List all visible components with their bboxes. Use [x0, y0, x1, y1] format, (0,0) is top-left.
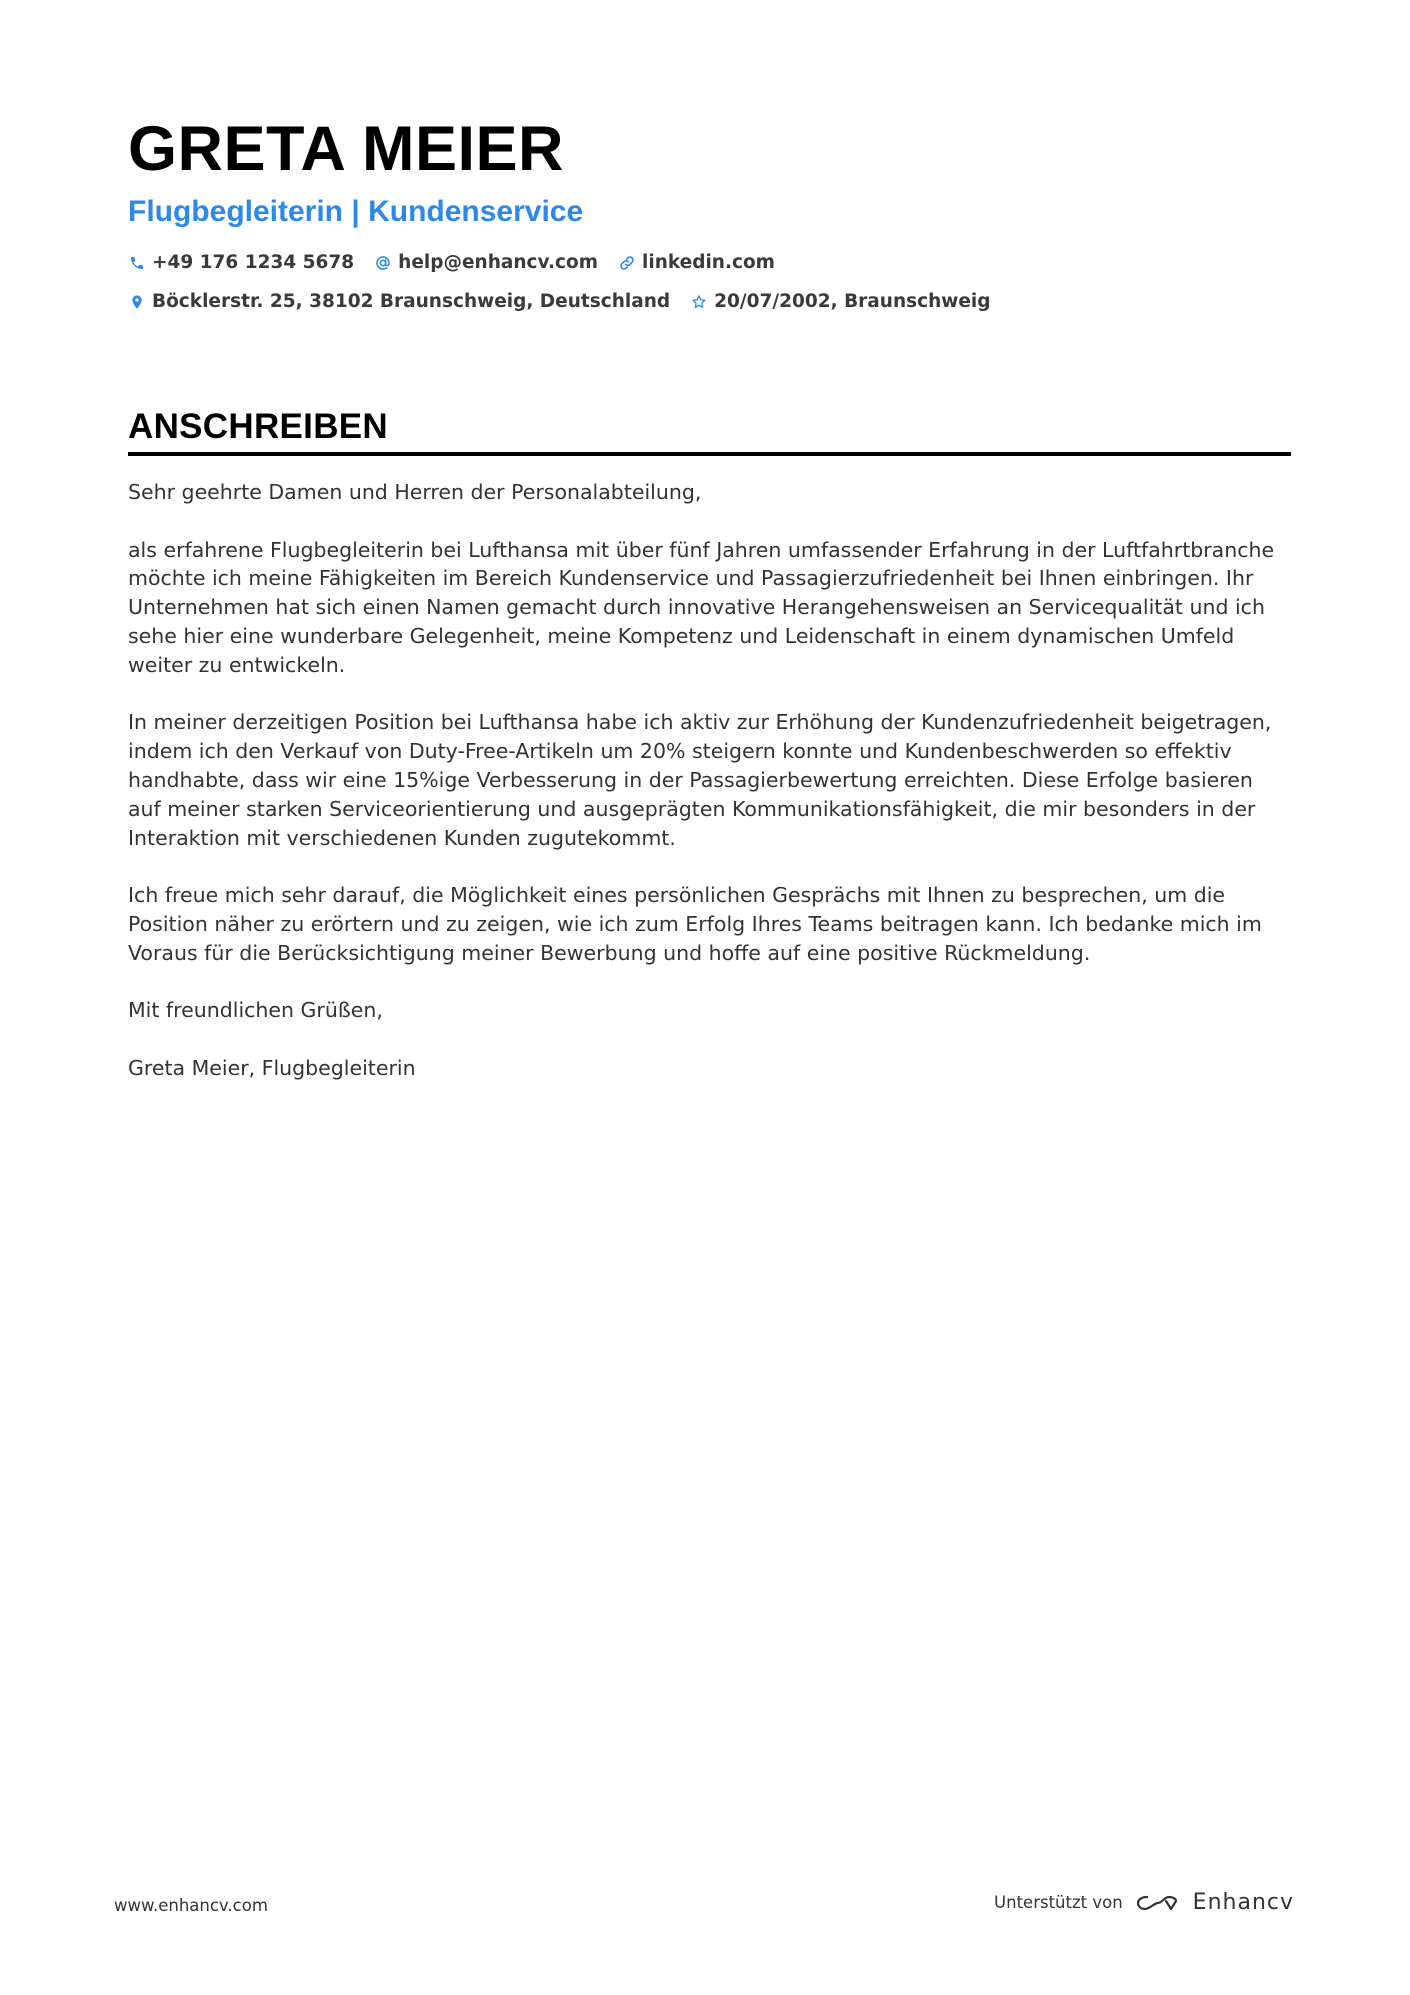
footer-brand[interactable] [994, 1890, 1294, 1915]
letter-body [128, 478, 1291, 1083]
letter-paragraph: als erfahrene Flugbegleiterin bei Lufthansa mit über fünf Jahren umfassender Erfahrung in der Luftfahrtbranche möchte ich meine Fähigkeiten im Bereich Kundenservice und Passagierzufriedenheit bei Ihnen einbringen. Ihr Unternehmen hat sich einen Namen gemacht durch innovative Herangehensweisen an Servicequalität und ich sehe hier eine wunderbare Gelegenheit, meine Kompetenz und Leidenschaft in einem dynamischen Umfeld weiter zu entwickeln. [128, 537, 1275, 677]
phone-icon [128, 254, 146, 272]
at-icon [374, 254, 392, 272]
contact-address [128, 287, 670, 316]
enhancv-logo-icon [1135, 1891, 1181, 1915]
section-divider [128, 452, 1291, 456]
contact-phone-text: +49 176 1234 5678 [152, 252, 355, 273]
contact-linkedin[interactable] [618, 248, 775, 277]
candidate-subtitle: Flugbegleiterin | Kundenservice [128, 195, 584, 228]
letter-paragraph: Ich freue mich sehr darauf, die Möglichkeit eines persönlichen Gesprächs mit Ihnen zu besprechen, um die Position näher zu erörtern und zu zeigen, wie ich zum Erfolg Ihres Teams beitragen kann. Ich bedanke mich im Voraus für die Berücksichtigung meiner Bewerbung und hoffe auf eine positive Rückmeldung. [128, 883, 1262, 965]
link-icon [618, 254, 636, 272]
enhancv-logo-text: Enhancv [1192, 1890, 1294, 1915]
contact-info [128, 248, 1291, 316]
contact-phone[interactable] [128, 248, 354, 277]
contact-email[interactable] [374, 248, 598, 277]
contact-email-text: help@enhancv.com [398, 252, 599, 273]
location-pin-icon [128, 293, 146, 311]
contact-birth [690, 287, 990, 316]
cover-letter-page [128, 110, 1291, 1112]
star-icon [690, 293, 708, 311]
letter-closing: Mit freundlichen Grüßen, [128, 998, 383, 1023]
contact-linkedin-text: linkedin.com [642, 252, 775, 273]
contact-birth-text: 20/07/2002, Braunschweig [714, 291, 991, 312]
letter-paragraph: In meiner derzeitigen Position bei Lufthansa habe ich aktiv zur Erhöhung der Kundenzufriedenheit beigetragen, indem ich den Verkauf von Duty-Free-Artikeln um 20% steigern konnte und Kundenbeschwerden so effektiv handhabte, dass wir eine 15%ige Verbesserung in der Passagierbewertung erreichten. Diese Erfolge basieren auf meiner starken Serviceorientierung und ausgeprägten Kommunikationsfähigkeit, die mir besonders in der Interaktion mit verschiedenen Kunden zugutekommt. [128, 710, 1272, 850]
footer-url[interactable]: www.enhancv.com [114, 1896, 268, 1915]
candidate-name: GRETA MEIER [128, 114, 565, 184]
contact-address-text: Böcklerstr. 25, 38102 Braunschweig, Deutschland [152, 291, 671, 312]
letter-salutation: Sehr geehrte Damen und Herren der Personalabteilung, [128, 480, 702, 504]
section-title: ANSCHREIBEN [128, 407, 388, 446]
powered-by-label: Unterstützt von [994, 1893, 1123, 1912]
letter-signature: Greta Meier, Flugbegleiterin [128, 1055, 416, 1080]
